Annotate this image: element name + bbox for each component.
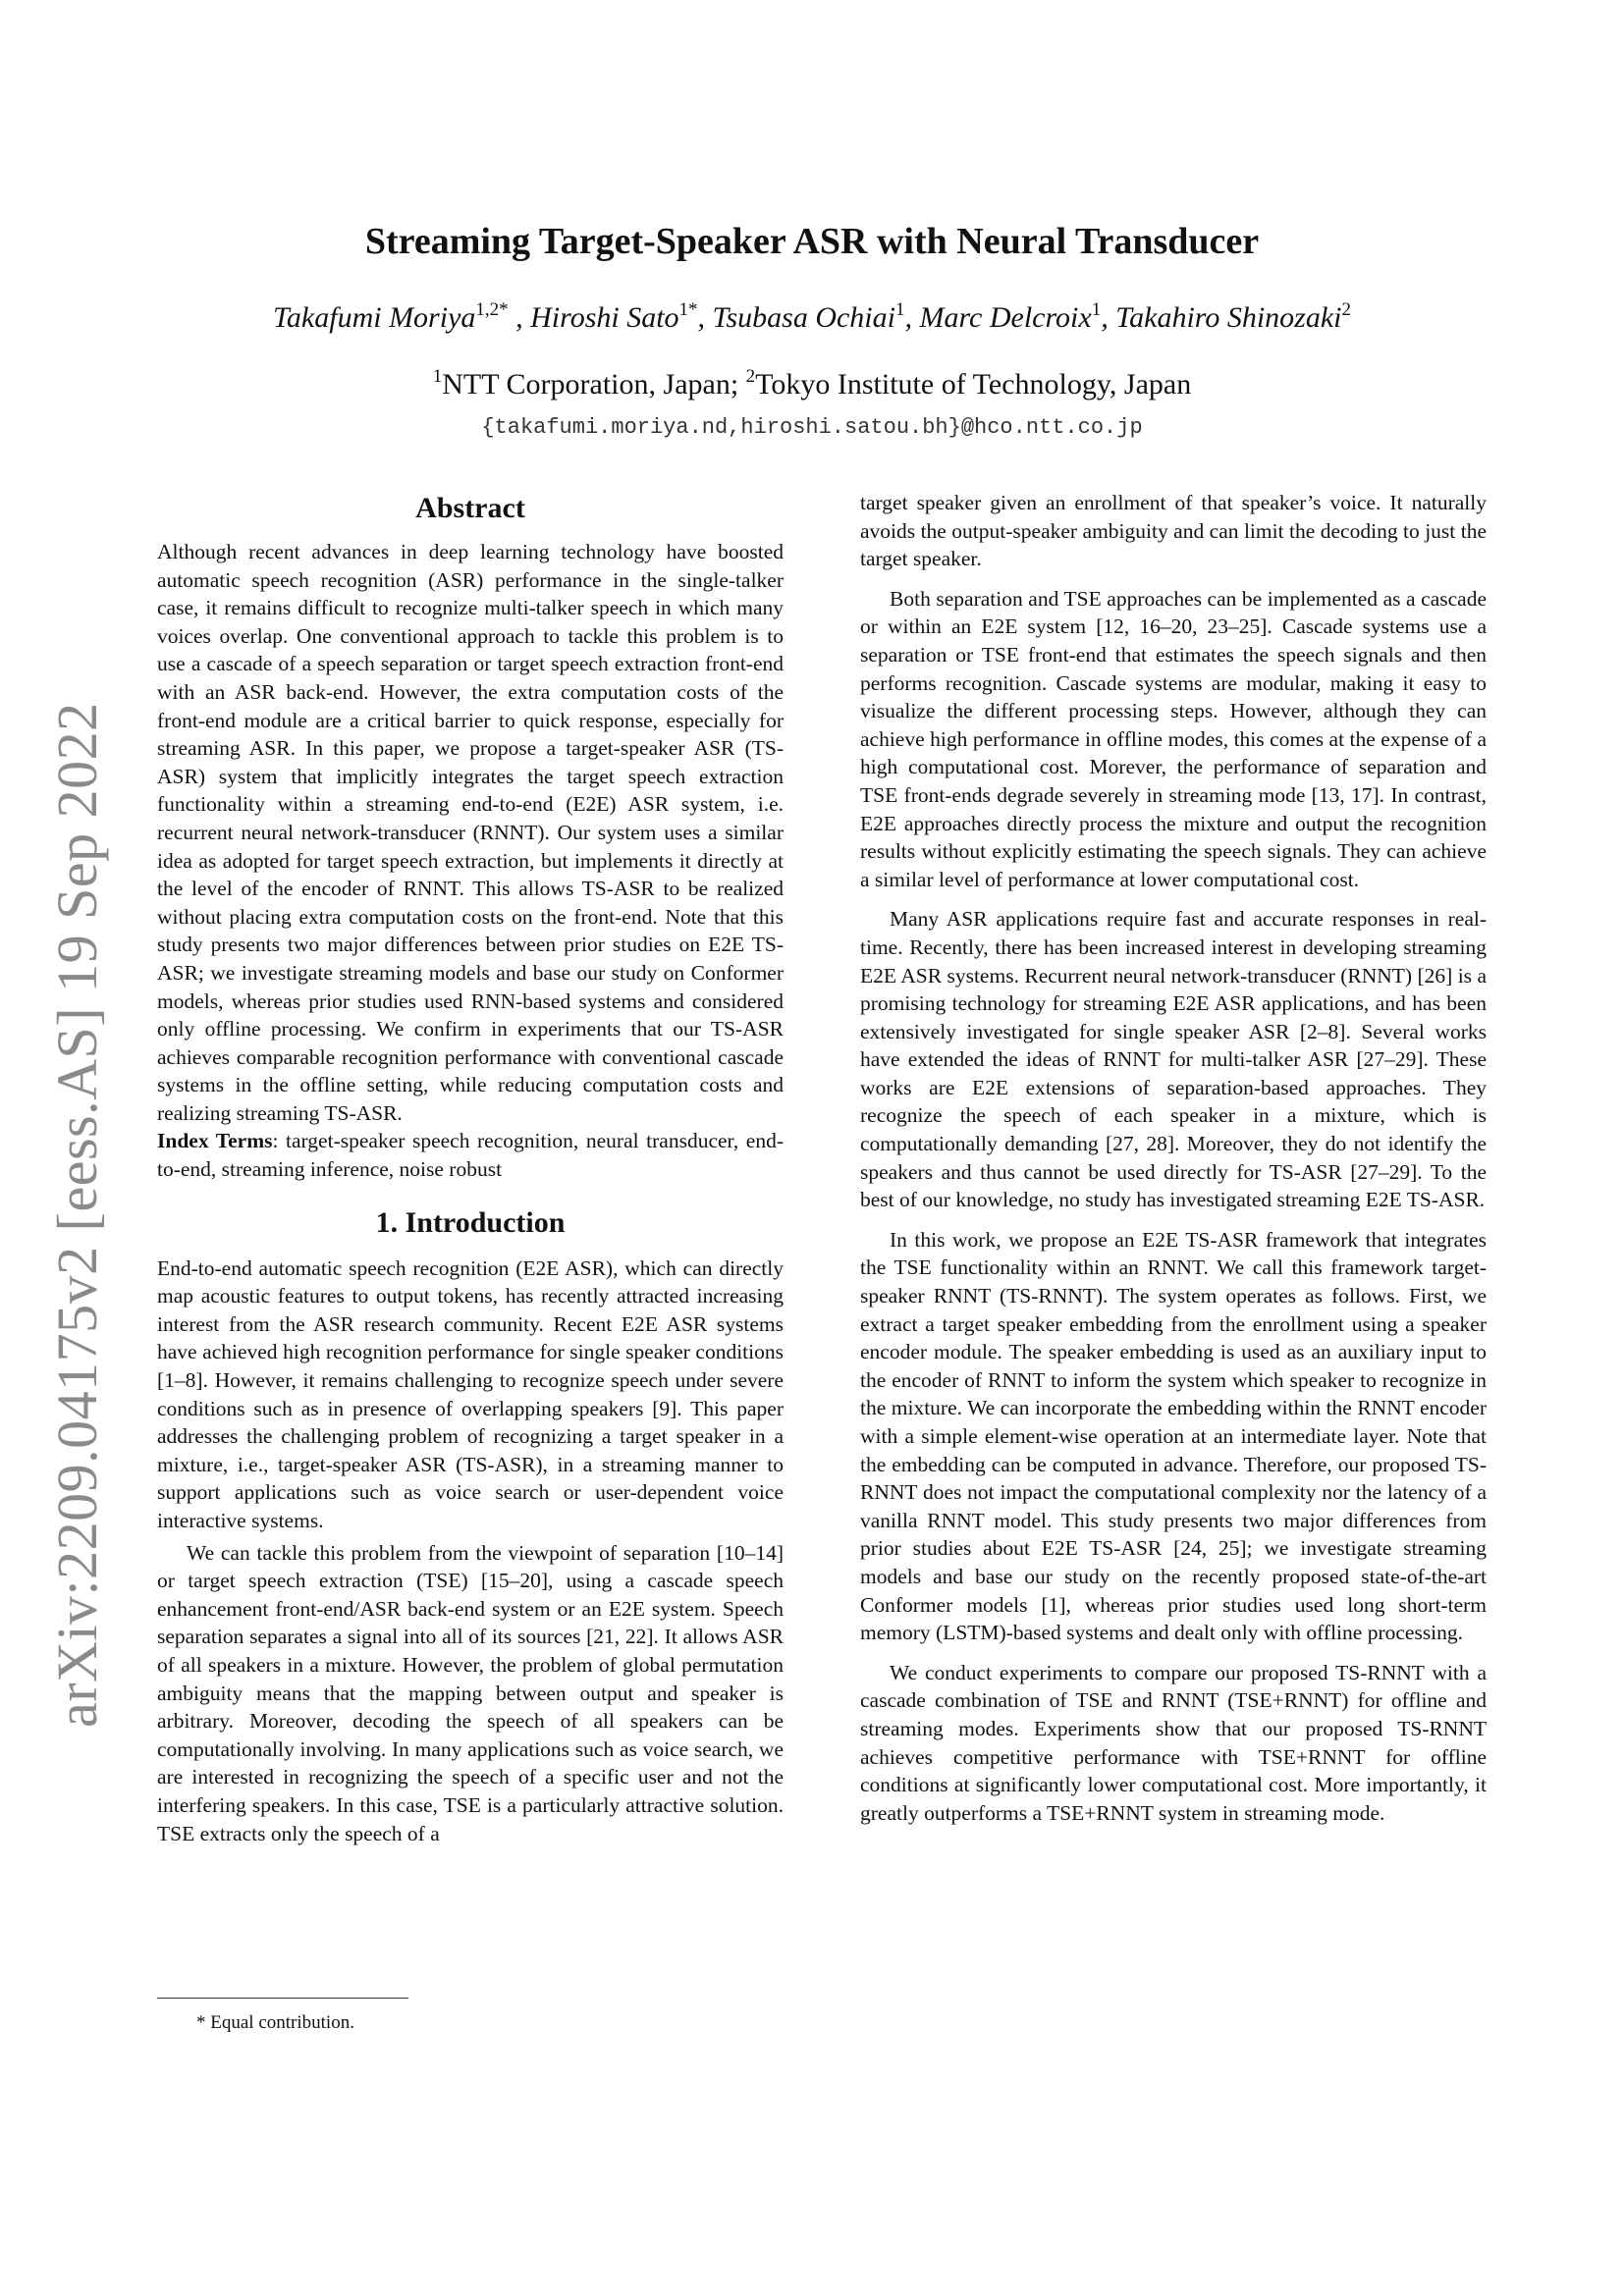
left-column	[157, 489, 784, 1847]
author-sup: 2	[1341, 299, 1352, 320]
footnote-rule	[157, 1998, 408, 1999]
index-terms	[157, 1127, 784, 1183]
index-terms-label: Index Terms	[157, 1129, 273, 1153]
section-heading-introduction: 1. Introduction	[375, 1205, 566, 1239]
arxiv-identifier: arXiv:2209.04175v2 [eess.AS] 19 Sep 2022	[45, 702, 109, 1728]
author-name: Marc Delcroix	[919, 301, 1092, 334]
body-paragraph: Many ASR applications require fast and accurate responses in real-time. Recently, there has been increased interest in developing streaming E2E ASR systems. Recurrent neural network-transducer (RNNT) [26] is a promising technology for streaming E2E ASR applications, and has been extensively investigated for single speaker ASR [2–8]. Several works have extended the ideas of RNNT for multi-talker ASR [27–29]. These works are E2E extensions of separation-based approaches. They recognize the speech of each speaker in a mixture, which is computationally demanding [27, 28]. Moreover, they do not identify the speakers and thus cannot be used directly for TS-ASR [27–29]. To the best of our knowledge, no study has investigated streaming E2E TS-ASR.	[860, 907, 1487, 1212]
affiliation-2: Tokyo Institute of Technology, Japan	[755, 368, 1192, 400]
body-paragraph: In this work, we propose an E2E TS-ASR framework that integrates the TSE functionality within an RNNT. We call this framework target-speaker RNNT (TS-RNNT). The system operates as follows. First, we extract a target speaker embedding from the enrollment using a speaker encoder module. The speaker embedding is used as an auxiliary input to the encoder of RNNT to inform the system which speaker to recognize in the mixture. We can incorporate the embedding within the RNNT encoder with a simple element-wise operation at an intermediate layer. Note that the embedding can be computed in advance. Therefore, our proposed TS-RNNT does not impact the computational complexity nor the latency of a vanilla RNNT model. This study presents two major differences from prior studies about E2E TS-ASR [24, 25]; we investigate streaming models and base our study on the recently proposed state-of-the-art Conformer models [1], whereas prior studies used long short-term memory (LSTM)-based systems and dealt only with offline processing.	[860, 1227, 1487, 1645]
author-name: Takahiro Shinozaki	[1115, 301, 1342, 334]
intro-paragraph: We can tackle this problem from the viewpoint of separation [10–14] or target speech extraction (TSE) [15–20], using a cascade speech enhancement front-end/ASR back-end system or an E2E system. Speech separation separates a signal into all of its sources [21, 22]. It allows ASR of all speakers in a mixture. However, the problem of global permutation ambiguity means that the mapping between output and speaker is arbitrary. Moreover, decoding the speech of all speakers can be computationally involving. In many applications such as voice search, we are interested in recognizing the speech of a specific user and not the interfering speakers. In this case, TSE is a particularly attractive solution. TSE extracts only the speech of a	[157, 1540, 784, 1845]
body-paragraph: We conduct experiments to compare our proposed TS-RNNT with a cascade combination of TSE and RNNT (TSE+RNNT) for offline and streaming modes. Experiments show that our proposed TS-RNNT achieves competitive performance with TSE+RNNT for offline conditions at significantly lower computational cost. More importantly, it greatly outperforms a TSE+RNNT system in streaming mode.	[860, 1660, 1487, 1825]
affil-sup: 2	[745, 366, 756, 387]
index-terms-text: : target-speaker speech recognition, neural transducer, end-to-end, streaming inference, noise robust	[157, 1129, 784, 1182]
abstract-text: Although recent advances in deep learning technology have boosted automatic speech recognition (ASR) performance in the single-talker case, it remains difficult to recognize multi-talker speech in which many voices overlap. One conventional approach to tackle this problem is to use a cascade of a speech separation or target speech extraction front-end with an ASR back-end. However, the extra computation costs of the front-end module are a critical barrier to quick response, especially for streaming ASR. In this paper, we propose a target-speaker ASR (TS-ASR) system that implicitly integrates the target speech extraction functionality within a streaming end-to-end (E2E) ASR system, i.e. recurrent neural network-transducer (RNNT). Our system uses a similar idea as adopted for target speech extraction, but implements it directly at the level of the encoder of RNNT. This allows TS-ASR to be realized without placing extra computation costs on the front-end. Note that this study presents two major differences between prior studies on E2E TS-ASR; we investigate streaming models and base our study on Conformer models, whereas prior studies used RNN-based systems and considered only offline processing. We confirm in experiments that our TS-ASR achieves comparable recognition performance with conventional cascade systems in the offline setting, while reducing computation costs and realizing streaming TS-ASR.	[157, 540, 784, 1125]
body-paragraph: Both separation and TSE approaches can be implemented as a cascade or within an E2E system [12, 16–20, 23–25]. Cascade systems use a separation or TSE front-end that estimates the speech signals and then performs recognition. Cascade systems are modular, making it easy to visualize the different processing steps. However, although they can achieve high performance in offline modes, this comes at the expense of a high computational cost. Morever, the performance of separation and TSE front-ends degrade severely in streaming mode [13, 17]. In contrast, E2E approaches directly process the mixture and output the recognition results without explicitly estimating the speech signals. They can achieve a similar level of performance at lower computational cost.	[860, 586, 1487, 891]
paper-title: Streaming Target-Speaker ASR with Neural Transducer	[364, 221, 1260, 262]
author-email[interactable]: {takafumi.moriya.nd,hiroshi.satou.bh}@hco.ntt.co.jp	[481, 415, 1143, 440]
author-list: Takafumi Moriya$^{1,2*}$ , Hiroshi Sato$^{1*}$, Tsubasa Ochiai$^1$, Marc Delcroix$^1$, Takahiro Shinozaki$^2$	[272, 299, 1352, 334]
author-sup: 1	[1091, 299, 1102, 320]
author-name: Tsubasa Ochiai	[712, 301, 895, 334]
affiliations	[0, 365, 1624, 404]
affil-sup: 1	[432, 366, 443, 387]
abstract-heading: Abstract	[415, 492, 525, 524]
author-sup: 1,2*	[475, 299, 509, 320]
body-paragraph: target speaker given an enrollment of that speaker’s voice. It naturally avoids the output-speaker ambiguity and can limit the decoding to just the target speaker.	[860, 491, 1487, 571]
author-sup: 1*	[678, 299, 698, 320]
intro-paragraph: End-to-end automatic speech recognition (E2E ASR), which can directly map acoustic features to output tokens, has recently attracted increasing interest from the ASR research community. Recent E2E ASR systems have achieved high recognition performance for single speaker conditions [1–8]. However, it remains challenging to recognize speech under severe conditions such as in presence of overlapping speakers [9]. This paper addresses the challenging problem of recognizing a target speaker in a mixture, i.e., target-speaker ASR (TS-ASR), in a streaming manner to support applications such as voice search or user-dependent voice interactive systems.	[157, 1255, 784, 1532]
right-column	[860, 489, 1487, 1827]
author-sup: 1	[894, 299, 905, 320]
author-name: Takafumi Moriya	[272, 301, 476, 334]
footnote: * Equal contribution.	[196, 2012, 354, 2033]
author-name: Hiroshi Sato	[530, 301, 679, 334]
affiliation-1: NTT Corporation, Japan;	[442, 368, 746, 400]
